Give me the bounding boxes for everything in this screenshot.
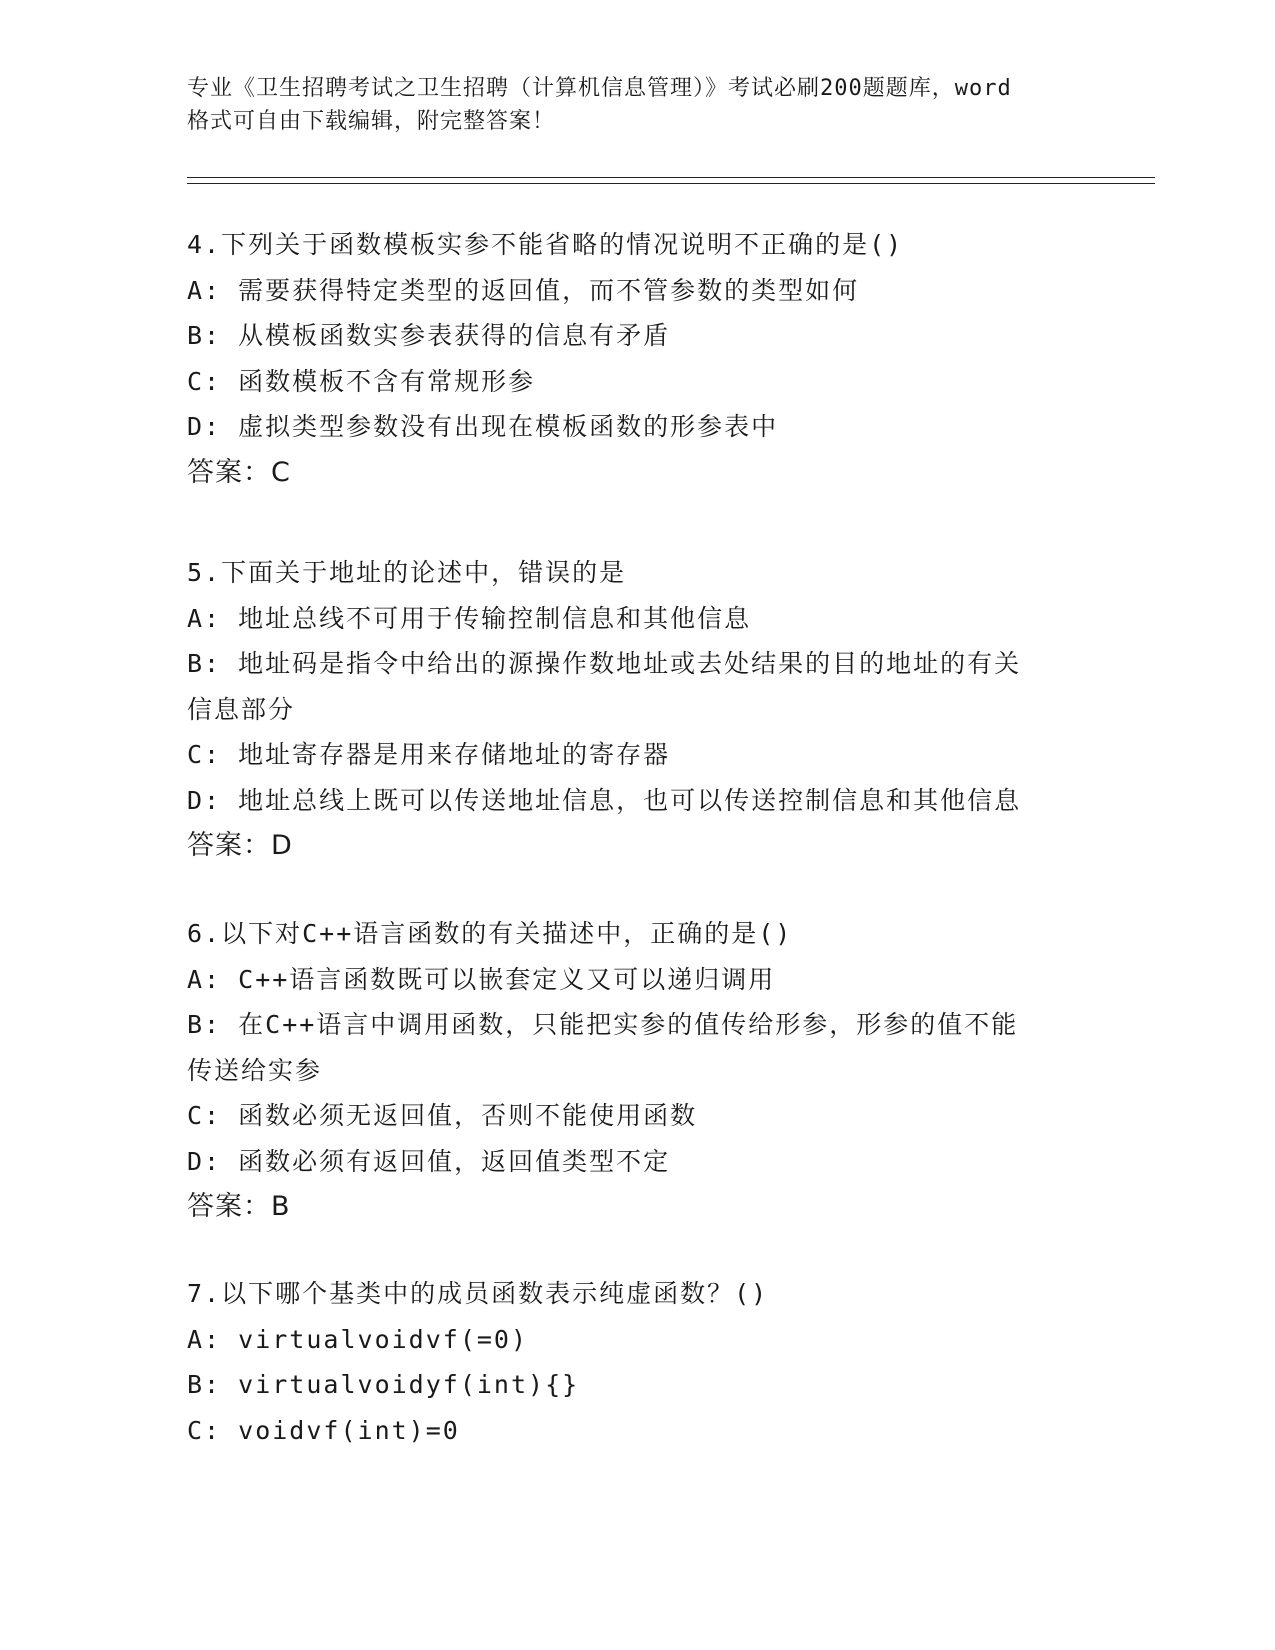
option-a: A: 需要获得特定类型的返回值，而不管参数的类型如何	[187, 275, 860, 305]
option-c: C: 函数模板不含有常规形参	[187, 366, 536, 396]
header-title-line-1: 专业《卫生招聘考试之卫生招聘（计算机信息管理）》考试必刷200题题库，word	[187, 76, 1012, 101]
option-c: C: 地址寄存器是用来存储地址的寄存器	[187, 740, 671, 769]
option-a: A: virtualvoidvf(=0)	[187, 1324, 529, 1354]
option-b-continued: 传送给实参	[187, 1055, 323, 1085]
header-divider-top	[187, 177, 1155, 178]
document-header	[187, 72, 1087, 138]
option-b: B: virtualvoidyf(int){}	[187, 1370, 580, 1399]
option-b: B: 地址码是指令中给出的源操作数地址或去处结果的目的地址的有关	[187, 649, 1022, 678]
question-stem: 4.下列关于函数模板实参不能省略的情况说明不正确的是()	[187, 230, 904, 259]
question-7	[187, 1271, 1087, 1453]
option-d: D: 地址总线上既可以传送地址信息，也可以传送控制信息和其他信息	[187, 785, 1022, 815]
option-d: D: 虚拟类型参数没有出现在模板函数的形参表中	[187, 412, 779, 441]
option-a: A: 地址总线不可用于传输控制信息和其他信息	[187, 603, 752, 633]
answer-label: 答案：B	[187, 1191, 291, 1222]
option-b-continued: 信息部分	[187, 694, 296, 724]
question-stem: 7.以下哪个基类中的成员函数表示纯虚函数？()	[187, 1279, 769, 1308]
option-c: C: 函数必须无返回值，否则不能使用函数	[187, 1101, 698, 1130]
question-stem: 5.下面关于地址的论述中，错误的是	[187, 558, 627, 587]
header-divider-bottom	[187, 183, 1155, 184]
header-title-line-2: 格式可自由下载编辑，附完整答案！	[187, 109, 556, 134]
question-4	[187, 222, 1087, 495]
option-b: B: 从模板函数实参表获得的信息有矛盾	[187, 321, 671, 350]
question-6	[187, 911, 1087, 1230]
answer-label: 答案：C	[187, 456, 291, 488]
question-stem: 6.以下对C++语言函数的有关描述中，正确的是()	[187, 919, 793, 948]
question-5	[187, 550, 1087, 869]
option-d: D: 函数必须有返回值，返回值类型不定	[187, 1146, 671, 1176]
option-c: C: voidvf(int)=0	[187, 1415, 460, 1445]
option-b: B: 在C++语言中调用函数，只能把实参的值传给形参，形参的值不能	[187, 1010, 1019, 1039]
option-a: A: C++语言函数既可以嵌套定义又可以递归调用	[187, 964, 776, 994]
answer-label: 答案：D	[187, 830, 293, 861]
